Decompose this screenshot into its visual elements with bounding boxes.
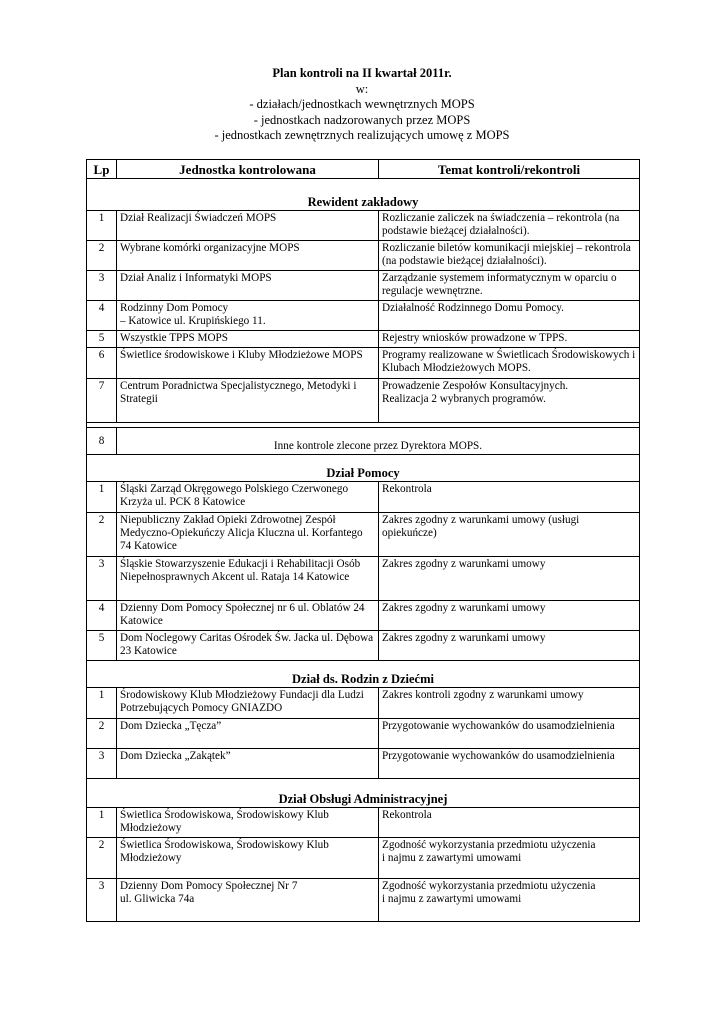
row-topic: Rejestry wniosków prowadzone w TPPS. (379, 331, 640, 348)
row-unit: Śląskie Stowarzyszenie Edukacji i Rehabilitacji Osób Niepełnosprawnych Akcent ul. Rataja 14 Katowice (117, 557, 379, 601)
row-unit: Centrum Poradnictwa Specjalistycznego, Metodyki i Strategii (117, 379, 379, 423)
row-topic: Przygotowanie wychowanków do usamodzielnienia (379, 749, 640, 779)
row-number: 1 (87, 688, 117, 719)
table-row (87, 348, 640, 379)
table-row (87, 271, 640, 301)
document-header (0, 66, 724, 144)
section-title: Dział Obsługi Administracyjnej (87, 779, 640, 808)
table-row (87, 631, 640, 661)
table-row (87, 838, 640, 879)
column-header-lp: Lp (87, 160, 117, 179)
section-title: Dział Pomocy (87, 455, 640, 482)
row-number: 3 (87, 749, 117, 779)
table-row (87, 482, 640, 513)
row-unit: Dom Dziecka „Tęcza” (117, 719, 379, 749)
document-title: Plan kontroli na II kwartał 2011r. (272, 66, 452, 80)
row-unit: Dział Analiz i Informatyki MOPS (117, 271, 379, 301)
table-row (87, 379, 640, 423)
row-number: 2 (87, 838, 117, 879)
row-number: 3 (87, 879, 117, 922)
row-topic: Zakres zgodny z warunkami umowy (379, 557, 640, 601)
row-unit: Niepubliczny Zakład Opieki Zdrowotnej Zespół Medyczno-Opiekuńczy Alicja Kluczna ul. Korfantego 74 Katowice (117, 513, 379, 557)
row-number: 1 (87, 211, 117, 241)
row-topic: Rekontrola (379, 808, 640, 838)
row-number: 1 (87, 482, 117, 513)
row-unit: Rodzinny Dom Pomocy – Katowice ul. Krupińskiego 11. (117, 301, 379, 331)
table-row (87, 513, 640, 557)
other-controls-row (87, 428, 640, 455)
section-title: Rewident zakładowy (87, 179, 640, 211)
row-number: 3 (87, 271, 117, 301)
row-unit: Świetlica Środowiskowa, Środowiskowy Klub Młodzieżowy (117, 838, 379, 879)
section-title: Dział ds. Rodzin z Dziećmi (87, 661, 640, 688)
table-row (87, 211, 640, 241)
table-row (87, 557, 640, 601)
column-header-row (87, 160, 640, 179)
row-topic: Zgodność wykorzystania przedmiotu użyczenia i najmu z zawartymi umowami (379, 838, 640, 879)
table-row (87, 879, 640, 922)
row-number: 8 (87, 428, 117, 455)
row-unit: Dzienny Dom Pomocy Społecznej Nr 7 ul. Gliwicka 74a (117, 879, 379, 922)
table-row (87, 331, 640, 348)
row-topic: Zakres zgodny z warunkami umowy (379, 601, 640, 631)
row-unit: Świetlica Środowiskowa, Środowiskowy Klub Młodzieżowy (117, 808, 379, 838)
row-topic: Rekontrola (379, 482, 640, 513)
row-topic: Zakres zgodny z warunkami umowy (usługi opiekuńcze) (379, 513, 640, 557)
row-number: 2 (87, 241, 117, 271)
header-line-internal: - działach/jednostkach wewnętrznych MOPS (249, 97, 475, 111)
table-row (87, 301, 640, 331)
row-number: 2 (87, 719, 117, 749)
section-header-row (87, 179, 640, 211)
column-header-topic: Temat kontroli/rekontroli (379, 160, 640, 179)
table-row (87, 749, 640, 779)
row-number: 1 (87, 808, 117, 838)
row-topic: Programy realizowane w Świetlicach Środowiskowych i Klubach Młodzieżowych MOPS. (379, 348, 640, 379)
header-line-external: - jednostkach zewnętrznych realizujących umowę z MOPS (214, 128, 510, 142)
row-unit: Dom Noclegowy Caritas Ośrodek Św. Jacka ul. Dębowa 23 Katowice (117, 631, 379, 661)
row-unit: Dział Realizacji Świadczeń MOPS (117, 211, 379, 241)
row-topic: Działalność Rodzinnego Domu Pomocy. (379, 301, 640, 331)
row-topic: Prowadzenie Zespołów Konsultacyjnych. Realizacja 2 wybranych programów. (379, 379, 640, 423)
row-number: 4 (87, 601, 117, 631)
row-number: 4 (87, 301, 117, 331)
row-number: 2 (87, 513, 117, 557)
row-unit: Świetlice środowiskowe i Kluby Młodzieżowe MOPS (117, 348, 379, 379)
row-topic: Rozliczanie biletów komunikacji miejskiej – rekontrola (na podstawie bieżącej działalności). (379, 241, 640, 271)
row-topic: Zakres kontroli zgodny z warunkami umowy (379, 688, 640, 719)
row-unit: Dom Dziecka „Zakątek” (117, 749, 379, 779)
section-header-row (87, 455, 640, 482)
header-line-w: w: (355, 81, 369, 96)
row-unit: Wybrane komórki organizacyjne MOPS (117, 241, 379, 271)
row-number: 3 (87, 557, 117, 601)
table-row (87, 719, 640, 749)
row-topic: Zarządzanie systemem informatycznym w oparciu o regulacje wewnętrzne. (379, 271, 640, 301)
section-header-row (87, 661, 640, 688)
row-number: 6 (87, 348, 117, 379)
control-plan-table (86, 159, 640, 922)
row-number: 5 (87, 631, 117, 661)
row-topic: Zgodność wykorzystania przedmiotu użyczenia i najmu z zawartymi umowami (379, 879, 640, 922)
row-unit: Wszystkie TPPS MOPS (117, 331, 379, 348)
row-number: 5 (87, 331, 117, 348)
row-unit: Środowiskowy Klub Młodzieżowy Fundacji dla Ludzi Potrzebujących Pomocy GNIAZDO (117, 688, 379, 719)
table-row (87, 688, 640, 719)
header-line-supervised: - jednostkach nadzorowanych przez MOPS (253, 112, 471, 127)
column-header-unit: Jednostka kontrolowana (117, 160, 379, 179)
row-topic: Zakres zgodny z warunkami umowy (379, 631, 640, 661)
other-controls-text: Inne kontrole zlecone przez Dyrektora MOPS. (117, 428, 640, 455)
table-row (87, 808, 640, 838)
section-header-row (87, 779, 640, 808)
row-topic: Przygotowanie wychowanków do usamodzielnienia (379, 719, 640, 749)
row-number: 7 (87, 379, 117, 423)
row-unit: Dzienny Dom Pomocy Społecznej nr 6 ul. Oblatów 24 Katowice (117, 601, 379, 631)
table-row (87, 241, 640, 271)
row-topic: Rozliczanie zaliczek na świadczenia – rekontrola (na podstawie bieżącej działalności). (379, 211, 640, 241)
table-row (87, 601, 640, 631)
row-unit: Śląski Zarząd Okręgowego Polskiego Czerwonego Krzyża ul. PCK 8 Katowice (117, 482, 379, 513)
